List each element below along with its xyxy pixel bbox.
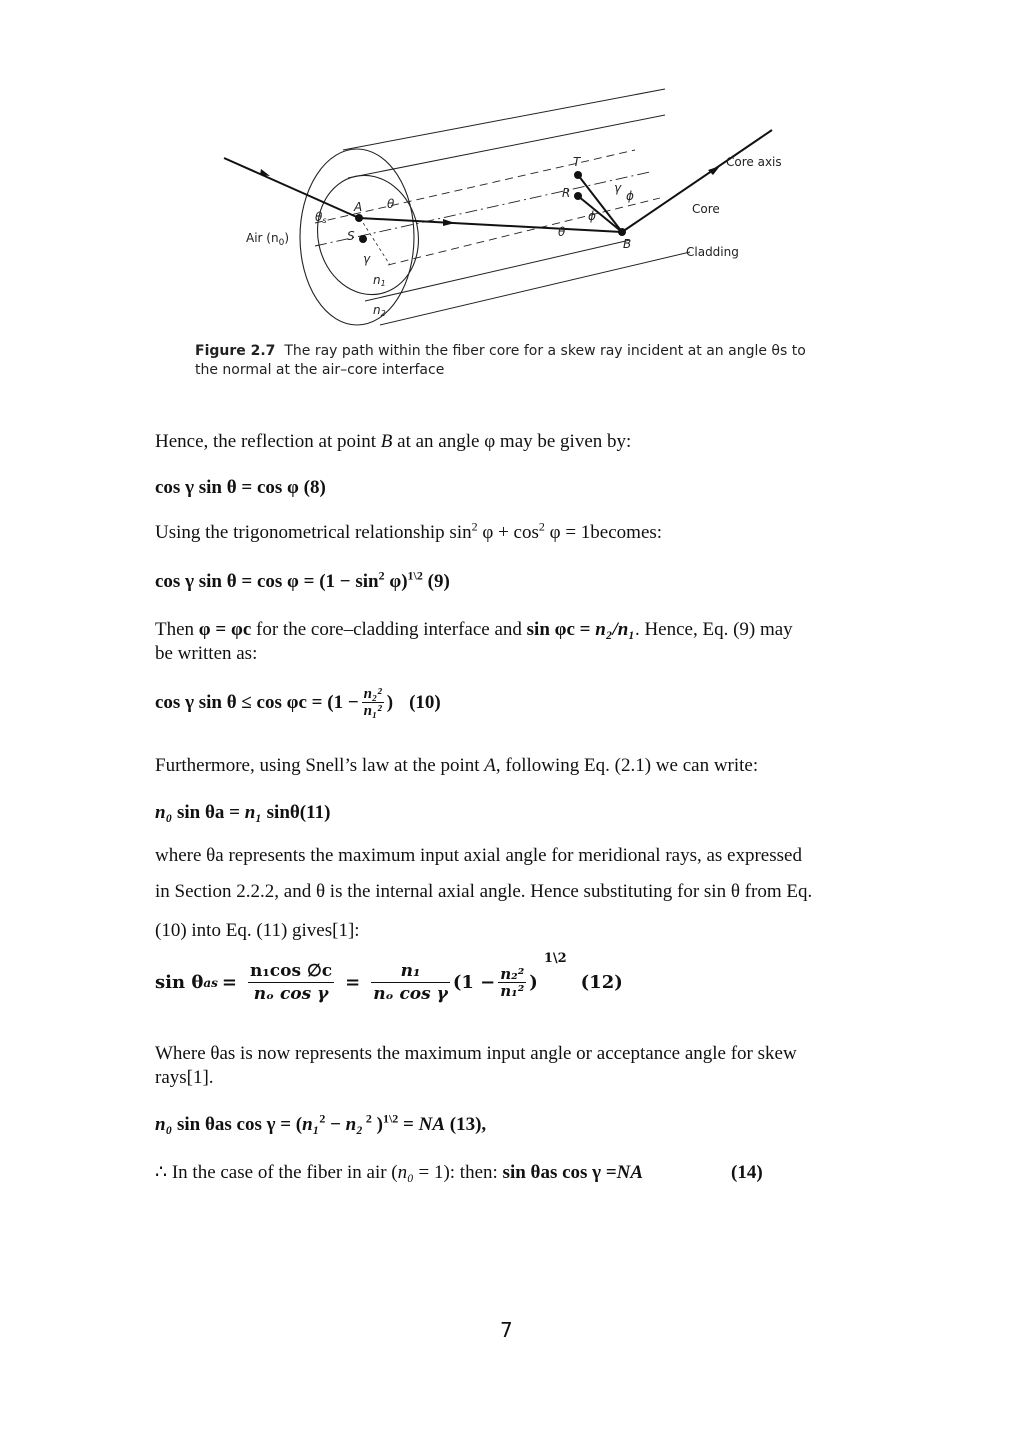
equation-14-label: (14) bbox=[731, 1162, 763, 1183]
paragraph-meridional-line-3: (10) into Eq. (11) gives[1]: bbox=[155, 920, 360, 941]
label-cladding: Cladding bbox=[686, 245, 739, 259]
equation-10: cos γ sin θ ≤ cos φc = (1 − $\frac{\text{n₂²}}{\text{n₁²}}$ ) (10) bbox=[155, 686, 441, 719]
caption-figure-label: Figure 2.7 bbox=[195, 343, 276, 359]
equation-8: cos γ sin θ = cos φ (8) bbox=[155, 477, 326, 498]
fiber-skew-ray-figure bbox=[210, 80, 810, 345]
label-phi-2: ϕ bbox=[588, 209, 596, 223]
caption-line-1: Figure 2.7 The ray path within the fiber core for a skew ray incident at an angle θs to bbox=[195, 343, 806, 359]
fraction-1: $\frac{\text{n₁cos ∅c}}{\text{nₒ cos γ}}$ bbox=[249, 961, 333, 1004]
paragraph-fiber-in-air: ∴ In the case of the fiber in air (n₀ = 1): then: sin θas cos γ =NA bbox=[155, 1162, 644, 1183]
label-point-a: A bbox=[354, 200, 363, 214]
paragraph-reflection-intro: Hence, the reflection at point B at an angle φ may be given by: bbox=[155, 431, 632, 452]
label-point-s: S bbox=[347, 229, 355, 243]
equation-12: sin θ as = $\frac{\text{n₁cos ∅c}}{\text{nₒ cos γ}}$ = $\frac{\text{n₁}}{\text{nₒ cos γ}}$ (1 − $\frac{\text{n₂²}}{\text{n₁²}}$ ) 1\2 (12) bbox=[155, 951, 623, 1004]
label-n2: n2 bbox=[373, 303, 386, 318]
label-theta: θ bbox=[387, 197, 395, 211]
paragraph-critical-angle-line-2: be written as: bbox=[155, 643, 258, 664]
label-core: Core bbox=[692, 202, 720, 216]
caption-line-2: the normal at the air–core interface bbox=[195, 362, 445, 378]
figure-drawing bbox=[210, 80, 810, 340]
fraction-n2-over-n1: $\frac{\text{n₂²}}{\text{n₁²}}$ bbox=[363, 686, 382, 719]
equation-13: n₀ sin θas cos γ = (n₁$^2$ − n₂ $^2$ )$^{1\backslash 2}$ = NA (13), bbox=[155, 1111, 487, 1135]
label-air: Air $(n_0)$ bbox=[246, 231, 289, 248]
label-theta-s: θs bbox=[315, 210, 327, 225]
paragraph-acceptance-angle-line-1: Where θas is now represents the maximum input angle or acceptance angle for skew bbox=[155, 1043, 797, 1064]
label-gamma: γ bbox=[363, 252, 371, 266]
label-n1: n1 bbox=[373, 273, 386, 288]
paragraph-meridional-line-2: in Section 2.2.2, and θ is the internal axial angle. Hence substituting for sin θ from Eq. bbox=[155, 881, 813, 902]
paragraph-critical-angle: Then φ = φc for the core–cladding interface and sin φc = n₂/n₁. Hence, Eq. (9) may bbox=[155, 619, 793, 640]
label-point-t: T bbox=[573, 155, 581, 169]
label-point-r: R bbox=[562, 186, 571, 200]
label-core-axis: Core axis bbox=[726, 155, 782, 169]
equation-9: cos γ $\sin \theta = \cos \varphi = (1 - \sin^2 \varphi)^{1\backslash 2}$ (9) bbox=[155, 568, 450, 592]
figure-caption bbox=[195, 342, 806, 380]
paragraph-meridional-line-1: where θa represents the maximum input axial angle for meridional rays, as expressed bbox=[155, 845, 802, 866]
label-theta-b: θ bbox=[558, 225, 566, 239]
paragraph-snells-law: Furthermore, using Snell’s law at the point A, following Eq. (2.1) we can write: bbox=[155, 755, 759, 776]
paragraph-acceptance-angle-line-2: rays[1]. bbox=[155, 1067, 214, 1088]
fraction-3: $\frac{\text{n₂²}}{\text{n₁²}}$ bbox=[500, 965, 525, 1000]
label-point-b: B bbox=[623, 237, 632, 251]
page-number: 7 bbox=[500, 1318, 513, 1342]
paragraph-trig-relationship: Using the trigonometrical relationship $\sin^2 \varphi + \cos^2 \varphi$ = 1becomes: bbox=[155, 519, 663, 543]
fraction-2: $\frac{\text{n₁}}{\text{nₒ cos γ}}$ bbox=[373, 961, 448, 1004]
label-gamma-b: γ bbox=[614, 181, 622, 195]
equation-14: sin θas cos γ = bbox=[502, 1162, 617, 1183]
equation-11: n₀ sin θa = n₁ sinθ(11) bbox=[155, 802, 331, 823]
label-phi: ϕ bbox=[626, 189, 634, 203]
